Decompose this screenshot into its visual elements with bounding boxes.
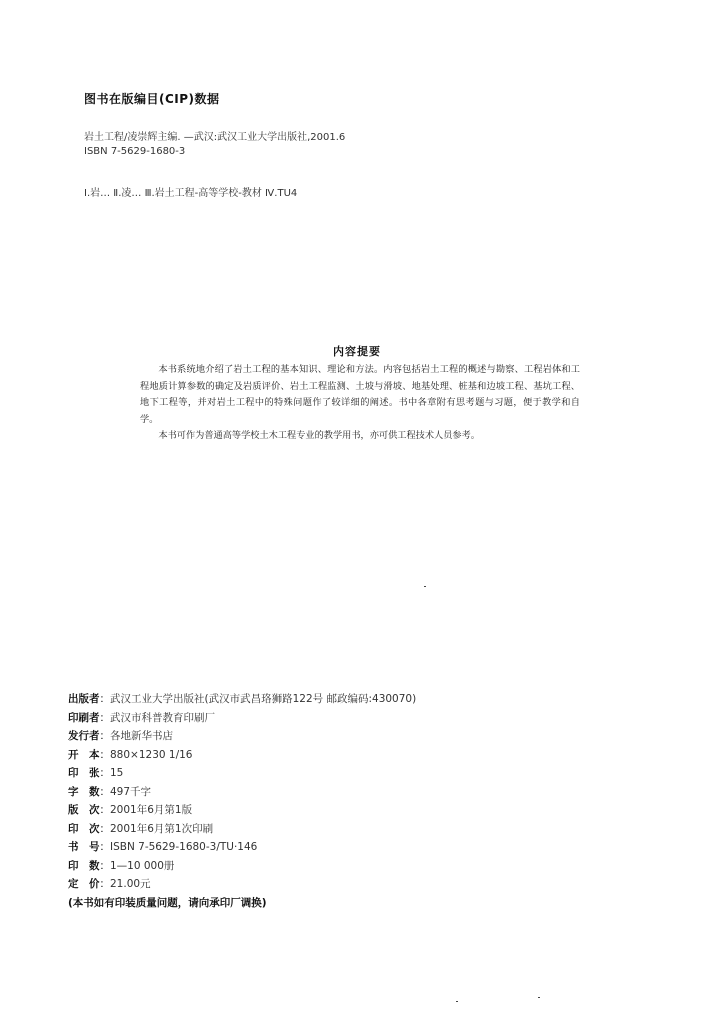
cip-isbn-line: ISBN 7-5629-1680-3 — [84, 146, 186, 157]
sheets-row: 印 张：15 — [68, 764, 416, 783]
cip-title: 图书在版编目(CIP)数据 — [84, 92, 220, 106]
summary-paragraph: 本书可作为普通高等学校土木工程专业的教学用书，亦可供工程技术人员参考。 — [158, 430, 480, 441]
meta-value: 武汉市科普教育印刷厂 — [110, 711, 215, 724]
meta-value: 880×1230 1/16 — [110, 748, 193, 761]
meta-key: 印 数 — [68, 859, 100, 872]
publisher-row: 出版者：武汉工业大学出版社(武汉市武昌珞狮路122号 邮政编码:430070) — [68, 690, 416, 709]
printer-row: 印刷者：武汉市科普教育印刷厂 — [68, 709, 416, 728]
print-run-row: 印 数：1—10 000册 — [68, 857, 416, 876]
word-count-row: 字 数：497千字 — [68, 783, 416, 802]
meta-key: 字 数 — [68, 785, 100, 798]
publishing-info — [68, 690, 416, 912]
meta-value: 各地新华书店 — [110, 730, 173, 742]
meta-key: 印 次 — [68, 822, 100, 835]
quality-note: (本书如有印装质量问题，请向承印厂调换) — [68, 896, 267, 909]
summary-paragraph: 本书系统地介绍了岩土工程的基本知识、理论和方法。内容包括岩土工程的概述与勘察、工程岩体和工程地质计算参数的确定及岩质评价、岩土工程监测、土坡与滑坡、地基处理、桩基和边坡工程、基坑工程、地下工程等，并对岩土工程中的特殊问题作了较详细的阐述。书中各章附有思考题与习题，便于教学和自学。 — [140, 364, 580, 425]
meta-value: 2001年6月第1版 — [110, 804, 193, 816]
meta-key: 出版者 — [68, 693, 100, 705]
edition-row: 版 次：2001年6月第1版 — [68, 801, 416, 820]
cip-classification-line: Ⅰ.岩… Ⅱ.凌… Ⅲ.岩土工程-高等学校-教材 Ⅳ.TU4 — [84, 188, 298, 199]
meta-key: 开 本 — [68, 748, 100, 761]
meta-key: 印 张 — [68, 767, 100, 779]
summary-text — [140, 362, 580, 445]
summary-title: 内容提要 — [333, 345, 381, 358]
price-row: 定 价：21.00元 — [68, 875, 416, 894]
scan-speck — [538, 997, 540, 998]
scan-speck — [424, 586, 426, 587]
meta-key: 定 价 — [68, 878, 100, 890]
meta-value: 15 — [110, 767, 124, 779]
meta-value: 21.00元 — [110, 878, 151, 890]
meta-key: 印刷者 — [68, 711, 100, 724]
meta-key: 书 号 — [68, 841, 100, 853]
meta-key: 发行者 — [68, 730, 100, 742]
meta-key: 版 次 — [68, 804, 100, 816]
format-row: 开 本：880×1230 1/16 — [68, 746, 416, 765]
meta-value: 1—10 000册 — [110, 859, 175, 872]
scan-speck — [456, 1001, 458, 1002]
meta-value: 2001年6月第1次印刷 — [110, 822, 214, 835]
meta-value: ISBN 7-5629-1680-3/TU·146 — [110, 841, 258, 853]
meta-value: 武汉工业大学出版社(武汉市武昌珞狮路122号 邮政编码:430070) — [110, 693, 417, 705]
cip-bibliographic-line: 岩土工程/凌崇辉主编. —武汉:武汉工业大学出版社,2001.6 — [84, 132, 346, 143]
distributor-row: 发行者：各地新华书店 — [68, 727, 416, 746]
printing-row: 印 次：2001年6月第1次印刷 — [68, 820, 416, 839]
book-number-row: 书 号：ISBN 7-5629-1680-3/TU·146 — [68, 838, 416, 857]
meta-value: 497千字 — [110, 785, 152, 798]
